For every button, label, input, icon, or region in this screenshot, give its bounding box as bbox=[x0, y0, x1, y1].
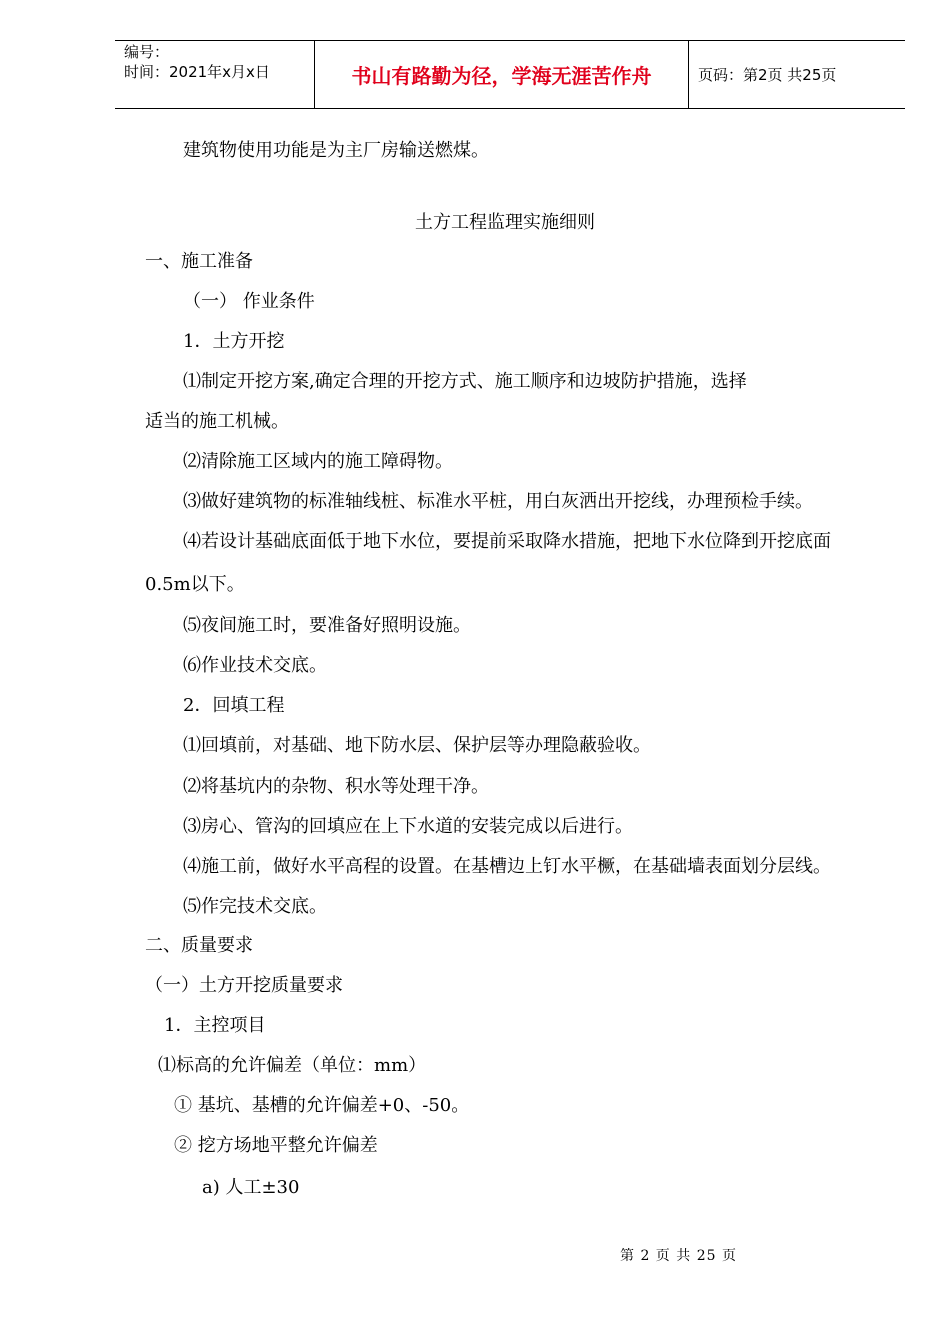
document-time-label: 时间：2021年x月x日 bbox=[124, 63, 270, 81]
list-item: ⑵将基坑内的杂物、积水等处理干净。 bbox=[183, 776, 489, 797]
list-item: ⑹作业技术交底。 bbox=[183, 655, 327, 676]
section-heading: 二、质量要求 bbox=[145, 935, 253, 956]
list-item: ⑶做好建筑物的标准轴线桩、标准水平桩，用白灰洒出开挖线，办理预检手续。 bbox=[183, 491, 813, 512]
list-item: ② 挖方场地平整允许偏差 bbox=[174, 1135, 378, 1156]
list-item: ⑴标高的允许偏差（单位：mm） bbox=[158, 1055, 427, 1076]
document-number-label: 编号： bbox=[124, 43, 170, 61]
page-footer: 第 2 页 共 25 页 bbox=[620, 1248, 737, 1264]
item-heading: 1．主控项目 bbox=[164, 1015, 266, 1036]
header-info-cell bbox=[115, 41, 315, 108]
list-item: ⑵清除施工区域内的施工障碍物。 bbox=[183, 451, 453, 472]
list-item: ⑸作完技术交底。 bbox=[183, 896, 327, 917]
section-heading: 一、施工准备 bbox=[145, 251, 253, 272]
list-item-continuation: 适当的施工机械。 bbox=[145, 411, 289, 432]
subsection-heading: （一）土方开挖质量要求 bbox=[145, 975, 343, 996]
header-page-cell bbox=[689, 41, 905, 108]
header-motto: 书山有路勤为径，学海无涯苦作舟 bbox=[351, 64, 652, 88]
intro-paragraph: 建筑物使用功能是为主厂房输送燃煤。 bbox=[183, 140, 489, 161]
header-motto-cell bbox=[315, 41, 689, 108]
list-item: ⑷若设计基础底面低于地下水位，要提前采取降水措施，把地下水位降到开挖底面 bbox=[183, 531, 831, 552]
list-item: a) 人工±30 bbox=[202, 1177, 300, 1198]
document-title: 土方工程监理实施细则 bbox=[415, 212, 595, 233]
list-item: ⑶房心、管沟的回填应在上下水道的安装完成以后进行。 bbox=[183, 816, 633, 837]
list-item: ⑴制定开挖方案,确定合理的开挖方式、施工顺序和边坡防护措施，选择 bbox=[183, 371, 747, 392]
list-item-continuation: 0.5m以下。 bbox=[145, 574, 245, 595]
header-page-info: 页码：第2页 共25页 bbox=[698, 66, 837, 84]
item-heading: 1．土方开挖 bbox=[183, 331, 285, 352]
page-header bbox=[115, 40, 905, 109]
list-item: ⑴回填前，对基础、地下防水层、保护层等办理隐蔽验收。 bbox=[183, 735, 651, 756]
subsection-heading: （一） 作业条件 bbox=[183, 291, 315, 312]
item-heading: 2．回填工程 bbox=[183, 695, 285, 716]
list-item: ⑷施工前，做好水平高程的设置。在基槽边上钉水平橛，在基础墙表面划分层线。 bbox=[183, 856, 831, 877]
list-item: ⑸夜间施工时，要准备好照明设施。 bbox=[183, 615, 471, 636]
list-item: ① 基坑、基槽的允许偏差+0、-50。 bbox=[174, 1095, 470, 1116]
